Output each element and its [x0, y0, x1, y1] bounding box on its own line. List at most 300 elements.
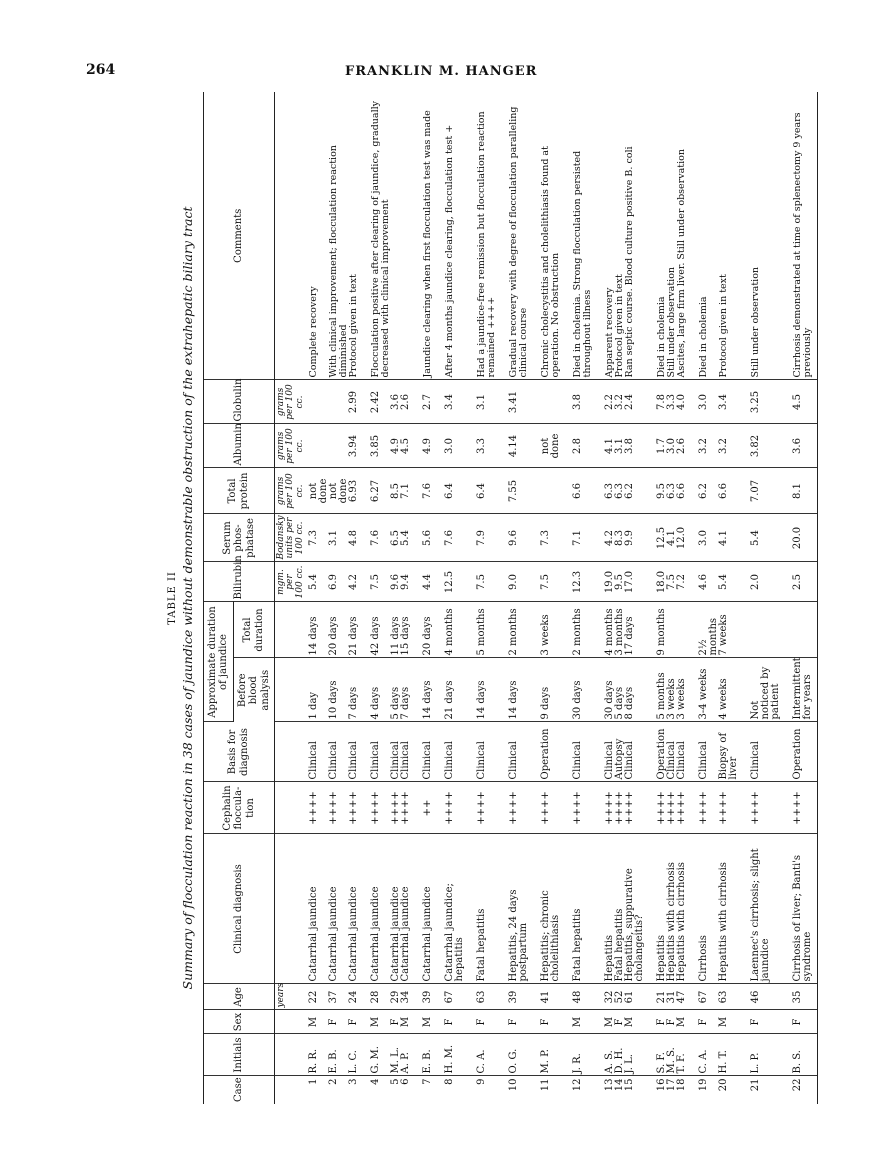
cell-cephalin: ++++: [677, 782, 687, 834]
cell-case: 16: [656, 1078, 668, 1092]
cell-diagnosis: Catarrhal jaundice: [401, 834, 411, 984]
cell-basis: Clinical: [593, 722, 615, 782]
cell-initials: S. F.: [645, 1034, 667, 1076]
col-bilirubin: Bilirubin: [203, 562, 275, 602]
cell-bilirubin: 9.0: [497, 562, 529, 602]
cell-albumin: 4.9: [411, 424, 433, 468]
table-row: [645, 92, 667, 1104]
cell-age: 61: [625, 984, 645, 1010]
cell-comments: [401, 92, 411, 380]
cell-sex: F: [739, 1010, 781, 1034]
cell-total-protein: 7.1: [401, 468, 411, 514]
cell-before-blood: 4 weeks: [719, 658, 739, 722]
cell-globulin: 3.41: [497, 380, 529, 424]
cell-basis: Clinical: [739, 722, 781, 782]
cell-basis: Clinical: [329, 722, 349, 782]
cell-sex: F: [667, 1010, 677, 1034]
cell-total-duration: [739, 602, 781, 658]
cell-albumin: [305, 424, 329, 468]
cell-total-protein: 6.4: [433, 468, 465, 514]
cell-cephalin: ++++: [529, 782, 561, 834]
cell-diagnosis: Hepatitis with cirrhosis: [677, 834, 687, 984]
cell-cephalin: ++++: [687, 782, 719, 834]
cell-case: 12: [572, 1078, 584, 1092]
cell-total-protein: 6.93: [349, 468, 359, 514]
cell-diagnosis: Hepatitis with cirrhosis: [719, 834, 739, 984]
col-basis: Basis for diagnosis: [203, 722, 275, 782]
units-row: [275, 92, 306, 1104]
cell-case: 10: [508, 1078, 520, 1092]
cell-case: 3: [348, 1078, 360, 1085]
cell-total-protein: 6.27: [359, 468, 391, 514]
cell-total-duration: [667, 602, 677, 658]
cell-sex: F: [615, 1010, 625, 1034]
cell-initials: M. S.: [667, 1034, 677, 1076]
cell-globulin: 3.4: [433, 380, 465, 424]
cell-before-blood: 30 days: [561, 658, 593, 722]
cell-comments: Jaundice clearing when first flocculation test was made: [411, 92, 433, 380]
unit-phosphatase: Bodansky units per 100 cc.: [275, 514, 306, 562]
cell-before-blood: 7 days: [401, 658, 411, 722]
cell-initials: L. C.: [349, 1034, 359, 1076]
cell-age: 37: [329, 984, 349, 1010]
col-duration-group: Approximate duration of jaundice: [203, 602, 233, 722]
cell-initials: T. F.: [677, 1034, 687, 1076]
table-caption: [168, 92, 195, 1104]
cell-sex: M: [593, 1010, 615, 1034]
cell-total-protein: 7.07: [739, 468, 781, 514]
cell-sex: F: [349, 1010, 359, 1034]
cell-globulin: 2.7: [411, 380, 433, 424]
cell-phosphatase: 3.1: [329, 514, 349, 562]
cell-initials: L. P.: [739, 1034, 781, 1076]
cell-total-duration: 4 months: [433, 602, 465, 658]
cell-cephalin: ++++: [305, 782, 329, 834]
cell-diagnosis: Catarrhal jaundice: [391, 834, 401, 984]
cell-total-duration: 11 days: [391, 602, 401, 658]
cell-sex: M: [677, 1010, 687, 1034]
cell-age: 21: [645, 984, 667, 1010]
cell-age: 47: [677, 984, 687, 1010]
cell-albumin: 3.0: [667, 424, 677, 468]
cell-initials: A. P.: [401, 1034, 411, 1076]
cell-diagnosis: Fatal hepatitis: [465, 834, 497, 984]
cell-albumin: 3.6: [781, 424, 818, 468]
cell-bilirubin: 5.4: [305, 562, 329, 602]
cell-sex: M: [561, 1010, 593, 1034]
col-total-protein: Total protein: [203, 468, 275, 514]
table-row: [401, 92, 411, 1104]
table-title: Summary of flocculation reaction in 38 cases of jaundice without demonstrable obstruction of the extrahepatic biliary tract: [180, 206, 195, 990]
cell-case: 11: [540, 1078, 552, 1092]
cell-globulin: 3.25: [739, 380, 781, 424]
cell-comments: [391, 92, 401, 380]
cell-bilirubin: 2.5: [781, 562, 818, 602]
cell-age: 31: [667, 984, 677, 1010]
cell-case: 13: [604, 1078, 616, 1092]
cell-phosphatase: 9.9: [625, 514, 645, 562]
cell-basis: Clinical: [349, 722, 359, 782]
cell-bilirubin: 9.4: [401, 562, 411, 602]
cell-basis: Operation: [529, 722, 561, 782]
cell-phosphatase: 4.8: [349, 514, 359, 562]
cell-basis: Clinical: [305, 722, 329, 782]
cell-diagnosis: Cirrhosis of liver; Banti's syndrome: [781, 834, 818, 984]
cell-basis: Operation: [645, 722, 667, 782]
col-age: Age: [203, 984, 275, 1010]
cell-albumin: 4.5: [401, 424, 411, 468]
cell-globulin: 2.99: [349, 380, 359, 424]
cell-basis: Operation: [781, 722, 818, 782]
cell-diagnosis: Catarrhal jaundice: [329, 834, 349, 984]
cell-age: 63: [465, 984, 497, 1010]
cell-diagnosis: Hepatitis, suppurative cholangeitis?: [625, 834, 645, 984]
cell-cephalin: ++++: [739, 782, 781, 834]
unit-total-protein: grams per 100 cc.: [275, 468, 306, 514]
cell-age: 35: [781, 984, 818, 1010]
cell-age: 67: [687, 984, 719, 1010]
cell-sex: M: [719, 1010, 739, 1034]
cell-globulin: [329, 380, 349, 424]
cell-albumin: 3.1: [615, 424, 625, 468]
rotated-table-area: [167, 92, 814, 1104]
cell-phosphatase: 7.3: [305, 514, 329, 562]
table-row: [411, 92, 433, 1104]
col-phosphatase: Serum phos-phatase: [203, 514, 275, 562]
cell-comments: Protocol given in text: [615, 92, 625, 380]
cell-cephalin: ++++: [645, 782, 667, 834]
cell-albumin: 3.0: [433, 424, 465, 468]
cell-phosphatase: 5.4: [401, 514, 411, 562]
col-cephalin: Cephalin floccula-tion: [203, 782, 275, 834]
cell-total-duration: [677, 602, 687, 658]
cell-initials: E. B.: [329, 1034, 349, 1076]
cell-initials: E. B.: [411, 1034, 433, 1076]
cell-comments: After 4 months jaundice clearing, flocculation test +: [433, 92, 465, 380]
cell-globulin: 4.5: [781, 380, 818, 424]
cell-sex: F: [391, 1010, 401, 1034]
cell-age: 52: [615, 984, 625, 1010]
cell-cephalin: ++++: [497, 782, 529, 834]
cell-case: 14: [614, 1078, 626, 1092]
table-row: [593, 92, 615, 1104]
cell-cephalin: ++++: [615, 782, 625, 834]
cell-case: 21: [750, 1078, 762, 1092]
cell-diagnosis: Hepatitis, 24 days postpartum: [497, 834, 529, 984]
cell-basis: Clinical: [561, 722, 593, 782]
cell-bilirubin: 4.4: [411, 562, 433, 602]
cell-globulin: 3.1: [465, 380, 497, 424]
cell-globulin: 2.42: [359, 380, 391, 424]
cell-comments: Still under observation: [739, 92, 781, 380]
cell-diagnosis: Hepatitis; chronic cholelithiasis: [529, 834, 561, 984]
cell-diagnosis: Fatal hepatitis: [561, 834, 593, 984]
cell-before-blood: 9 days: [529, 658, 561, 722]
cell-globulin: 2.6: [401, 380, 411, 424]
cell-albumin: 2.8: [561, 424, 593, 468]
cell-albumin: 1.7: [645, 424, 667, 468]
cell-sex: F: [465, 1010, 497, 1034]
cell-case: 6: [400, 1078, 412, 1085]
col-before-blood: Before blood analysis: [233, 658, 275, 722]
table-row: [497, 92, 529, 1104]
cell-cephalin: ++++: [465, 782, 497, 834]
cell-before-blood: 21 days: [433, 658, 465, 722]
cell-total-protein: 6.3: [615, 468, 625, 514]
cell-phosphatase: 12.0: [677, 514, 687, 562]
cell-comments: Died in cholemia: [687, 92, 719, 380]
cell-cephalin: ++: [411, 782, 433, 834]
cell-before-blood: 7 days: [349, 658, 359, 722]
cell-albumin: 4.9: [391, 424, 401, 468]
cell-albumin: 3.8: [625, 424, 645, 468]
cell-phosphatase: 4.2: [593, 514, 615, 562]
table-row: [359, 92, 391, 1104]
cell-initials: R. R.: [305, 1034, 329, 1076]
cell-before-blood: Intermittent for years: [781, 658, 818, 722]
cell-comments: Flocculation positive after clearing of jaundice, gradually decreased with clinical improvement: [359, 92, 391, 380]
cell-age: 46: [739, 984, 781, 1010]
cell-initials: B. S.: [781, 1034, 818, 1076]
cell-before-blood: 3 weeks: [667, 658, 677, 722]
cell-comments: Chronic cholecystitis and cholelithiasis found at operation. No obstruction: [529, 92, 561, 380]
cell-cephalin: ++++: [667, 782, 677, 834]
cell-basis: Clinical: [359, 722, 391, 782]
cell-comments: Complete recovery: [305, 92, 329, 380]
cell-cephalin: ++++: [561, 782, 593, 834]
cell-bilirubin: 7.5: [465, 562, 497, 602]
cell-basis: Clinical: [433, 722, 465, 782]
cell-total-duration: 17 days: [625, 602, 645, 658]
cell-diagnosis: Catarrhal jaundice: [305, 834, 329, 984]
cell-phosphatase: 6.5: [391, 514, 401, 562]
col-initials: Initials: [203, 1034, 275, 1076]
cell-basis: Clinical: [401, 722, 411, 782]
cell-cephalin: ++++: [433, 782, 465, 834]
cell-globulin: 3.0: [687, 380, 719, 424]
cell-basis: Clinical: [497, 722, 529, 782]
cell-bilirubin: 6.9: [329, 562, 349, 602]
cell-age: 48: [561, 984, 593, 1010]
cell-diagnosis: Cirrhosis: [687, 834, 719, 984]
cell-initials: H. M.: [433, 1034, 465, 1076]
cell-total-duration: 3 months: [615, 602, 625, 658]
cell-case: 9: [476, 1078, 488, 1085]
cell-case: 20: [718, 1078, 730, 1092]
cell-diagnosis: Catarrhal jaundice: [411, 834, 433, 984]
cell-sex: F: [781, 1010, 818, 1034]
cell-before-blood: 3 weeks: [677, 658, 687, 722]
cell-basis: Clinical: [391, 722, 401, 782]
cell-total-protein: 6.6: [719, 468, 739, 514]
cell-bilirubin: 17.0: [625, 562, 645, 602]
cell-basis: Clinical: [687, 722, 719, 782]
cell-total-duration: [781, 602, 818, 658]
cell-case: 18: [676, 1078, 688, 1092]
cell-total-duration: 15 days: [401, 602, 411, 658]
cell-comments: Apparent recovery: [593, 92, 615, 380]
table-row: [719, 92, 739, 1104]
cell-total-duration: 2 months: [561, 602, 593, 658]
cell-age: 39: [497, 984, 529, 1010]
cell-age: 34: [401, 984, 411, 1010]
cell-cephalin: ++++: [359, 782, 391, 834]
table-row: [349, 92, 359, 1104]
cell-initials: C. A.: [465, 1034, 497, 1076]
cell-cephalin: ++++: [781, 782, 818, 834]
cell-case: 2: [328, 1078, 340, 1085]
cell-initials: G. M.: [359, 1034, 391, 1076]
cell-phosphatase: 5.6: [411, 514, 433, 562]
cell-cephalin: ++++: [401, 782, 411, 834]
cell-cephalin: ++++: [593, 782, 615, 834]
table-row: [687, 92, 719, 1104]
cell-comments: Still under observation: [667, 92, 677, 380]
cell-total-protein: 6.6: [677, 468, 687, 514]
cell-phosphatase: 8.3: [615, 514, 625, 562]
cell-total-protein: 6.2: [625, 468, 645, 514]
table-row: [305, 92, 329, 1104]
cell-before-blood: 5 days: [615, 658, 625, 722]
cell-globulin: 3.8: [561, 380, 593, 424]
cell-age: 39: [411, 984, 433, 1010]
cell-total-protein: 8.1: [781, 468, 818, 514]
cell-comments: Protocol given in text: [719, 92, 739, 380]
cell-albumin: 3.94: [349, 424, 359, 468]
cell-cephalin: ++++: [391, 782, 401, 834]
cell-globulin: [529, 380, 561, 424]
cell-globulin: 3.2: [615, 380, 625, 424]
cell-globulin: 3.6: [391, 380, 401, 424]
cell-before-blood: 14 days: [497, 658, 529, 722]
cell-phosphatase: 5.4: [739, 514, 781, 562]
table-row: [329, 92, 349, 1104]
cell-total-protein: not done: [329, 468, 349, 514]
cell-phosphatase: 7.1: [561, 514, 593, 562]
cell-sex: M: [411, 1010, 433, 1034]
cell-initials: A. S.: [593, 1034, 615, 1076]
data-table: [203, 92, 819, 1104]
table-row: [625, 92, 645, 1104]
cell-globulin: 4.0: [677, 380, 687, 424]
cell-before-blood: 14 days: [411, 658, 433, 722]
table-row: [433, 92, 465, 1104]
cell-comments: Ran septic course. Blood culture positive B. coli: [625, 92, 645, 380]
cell-comments: Died in cholemia: [645, 92, 667, 380]
cell-diagnosis: Hepatitis with cirrhosis: [667, 834, 677, 984]
cell-initials: M. P.: [529, 1034, 561, 1076]
cell-initials: C. A.: [687, 1034, 719, 1076]
cell-sex: F: [687, 1010, 719, 1034]
unit-albumin: grams per 100 cc.: [275, 424, 306, 468]
cell-initials: H. T.: [719, 1034, 739, 1076]
cell-sex: M: [305, 1010, 329, 1034]
cell-comments: Ascites, large firm liver. Still under observation: [677, 92, 687, 380]
cell-basis: Clinical: [625, 722, 645, 782]
cell-sex: F: [645, 1010, 667, 1034]
cell-total-duration: 2 months: [497, 602, 529, 658]
cell-cephalin: ++++: [625, 782, 645, 834]
cell-comments: With clinical improvement; flocculation reaction diminished: [329, 92, 349, 380]
cell-case: 15: [624, 1078, 636, 1092]
cell-globulin: 2.4: [625, 380, 645, 424]
cell-phosphatase: 20.0: [781, 514, 818, 562]
cell-case: 19: [698, 1078, 710, 1092]
cell-bilirubin: 12.3: [561, 562, 593, 602]
cell-bilirubin: 4.2: [349, 562, 359, 602]
cell-bilirubin: 7.5: [529, 562, 561, 602]
cell-age: 29: [391, 984, 401, 1010]
cell-basis: Clinical: [465, 722, 497, 782]
cell-before-blood: 3-4 weeks: [687, 658, 719, 722]
cell-phosphatase: 7.3: [529, 514, 561, 562]
cell-total-duration: 14 days: [305, 602, 329, 658]
cell-case: 1: [308, 1078, 320, 1085]
cell-albumin: 4.14: [497, 424, 529, 468]
cell-total-protein: 6.4: [465, 468, 497, 514]
cell-bilirubin: 2.0: [739, 562, 781, 602]
cell-total-duration: 5 months: [465, 602, 497, 658]
cell-diagnosis: Hepatitis: [645, 834, 667, 984]
cell-basis: Autopsy: [615, 722, 625, 782]
cell-albumin: not done: [529, 424, 561, 468]
cell-cephalin: ++++: [719, 782, 739, 834]
cell-total-duration: 2½ months: [687, 602, 719, 658]
table-row: [677, 92, 687, 1104]
col-sex: Sex: [203, 1010, 275, 1034]
cell-globulin: 3.3: [667, 380, 677, 424]
cell-before-blood: Not noticed by patient: [739, 658, 781, 722]
cell-albumin: [329, 424, 349, 468]
cell-total-protein: 6.3: [667, 468, 677, 514]
cell-initials: J. L.: [625, 1034, 645, 1076]
cell-total-duration: 3 weeks: [529, 602, 561, 658]
col-globulin: Globulin: [203, 380, 275, 424]
cell-sex: F: [497, 1010, 529, 1034]
cell-sex: M: [359, 1010, 391, 1034]
cell-phosphatase: 4.1: [667, 514, 677, 562]
cell-before-blood: 1 day: [305, 658, 329, 722]
cell-bilirubin: 9.5: [615, 562, 625, 602]
cell-sex: M: [625, 1010, 645, 1034]
cell-total-duration: 21 days: [349, 602, 359, 658]
cell-before-blood: 10 days: [329, 658, 349, 722]
table-row: [529, 92, 561, 1104]
cell-initials: M. L.: [391, 1034, 401, 1076]
cell-albumin: 2.6: [677, 424, 687, 468]
cell-before-blood: 30 days: [593, 658, 615, 722]
cell-total-protein: 6.3: [593, 468, 615, 514]
cell-initials: D. H.: [615, 1034, 625, 1076]
cell-albumin: 3.2: [687, 424, 719, 468]
cell-diagnosis: Catarrhal jaundice: [359, 834, 391, 984]
cell-bilirubin: 7.5: [667, 562, 677, 602]
cell-bilirubin: 4.6: [687, 562, 719, 602]
cell-total-protein: [529, 468, 561, 514]
cell-albumin: 3.3: [465, 424, 497, 468]
cell-globulin: 7.8: [645, 380, 667, 424]
cell-total-protein: 6.6: [561, 468, 593, 514]
cell-case: 8: [444, 1078, 456, 1085]
cell-comments: Died in cholemia. Strong flocculation persisted throughout illness: [561, 92, 593, 380]
cell-case: 22: [781, 1076, 818, 1104]
cell-basis: Clinical: [411, 722, 433, 782]
cell-age: 24: [349, 984, 359, 1010]
cell-age: 22: [305, 984, 329, 1010]
cell-phosphatase: 12.5: [645, 514, 667, 562]
cell-albumin: 3.82: [739, 424, 781, 468]
cell-phosphatase: 7.9: [465, 514, 497, 562]
